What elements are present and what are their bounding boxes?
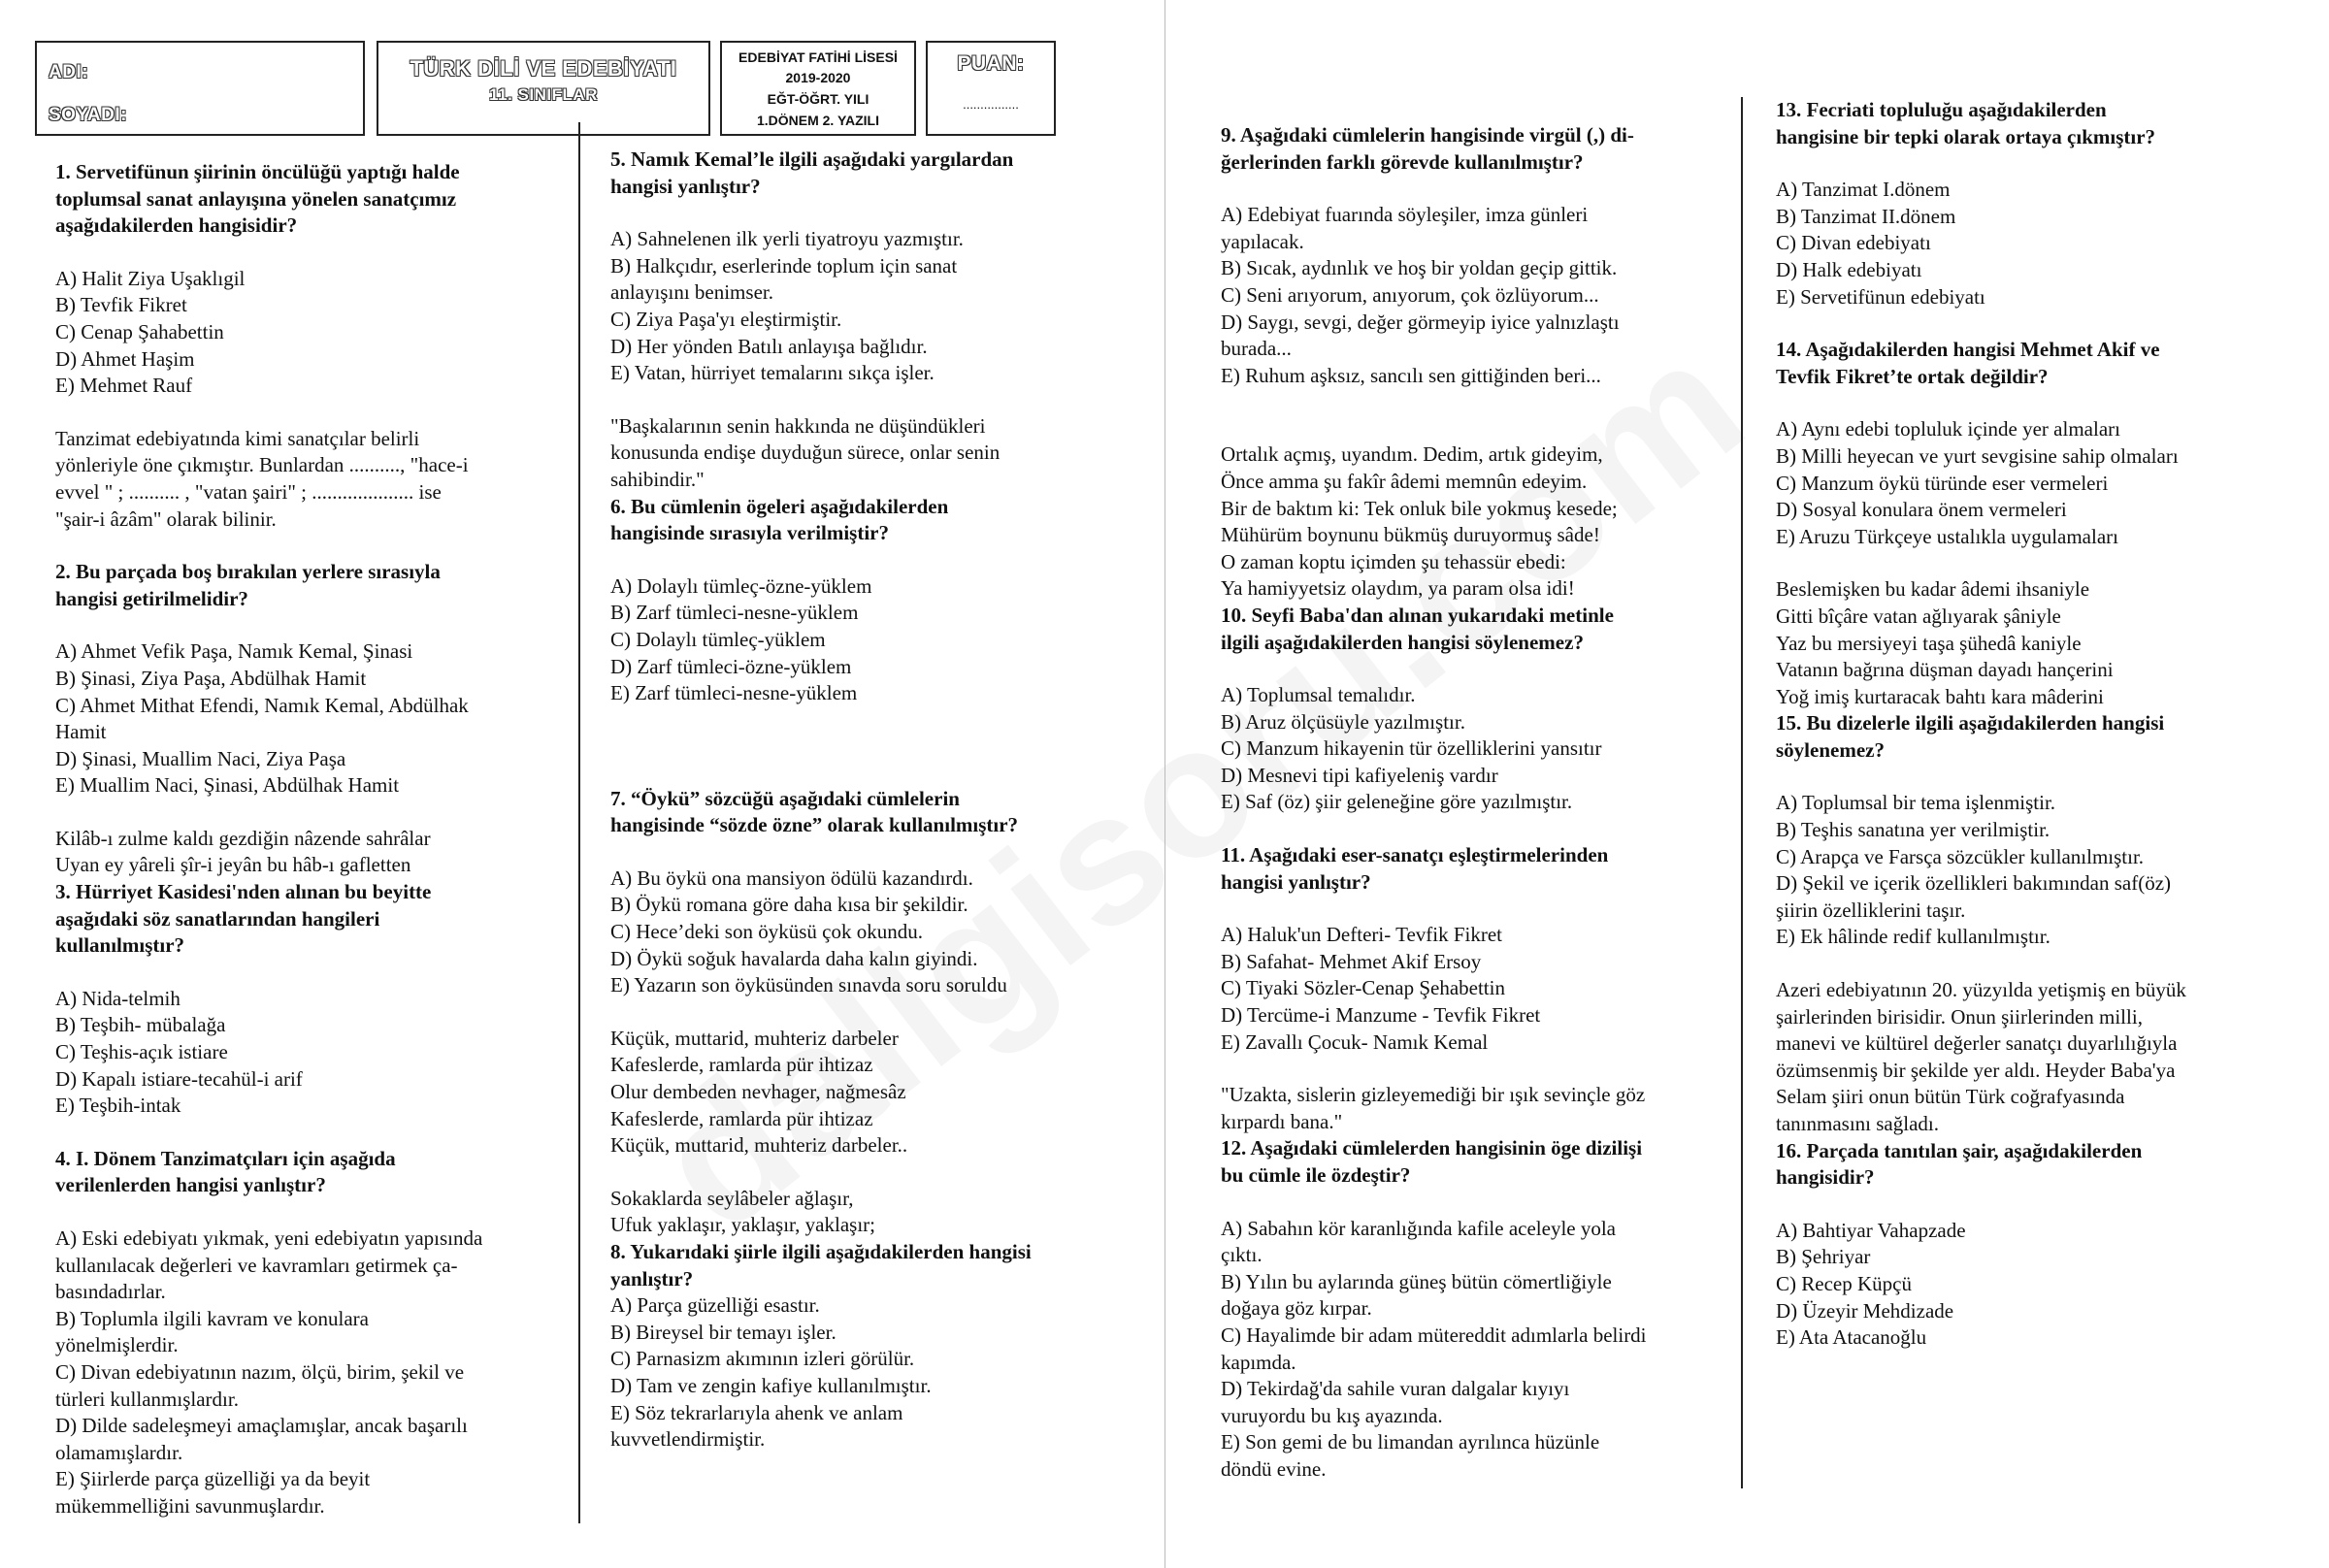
text-line: A) Tanzimat I.dönem	[1776, 178, 1951, 202]
question-line: hangisine bir tepki olarak ortaya çıkmıştır?	[1776, 124, 2156, 148]
text-line: B) Safahat- Mehmet Akif Ersoy	[1221, 949, 1482, 973]
text-line: doğaya göz kırpar.	[1221, 1296, 1372, 1321]
text-line: D) Şekil ve içerik özellikleri bakımından saf(öz)	[1776, 871, 2172, 896]
text-line: C) Ahmet Mithat Efendi, Namık Kemal, Abdülhak	[55, 693, 469, 717]
course-title: TÜRK DİLİ VE EDEBİYATI	[410, 56, 677, 81]
school-info-box	[720, 41, 916, 136]
text-line: E) Muallim Naci, Şinasi, Abdülhak Hamit	[55, 773, 400, 798]
question-line: Tevfik Fikret’te ortak değildir?	[1776, 364, 2049, 388]
text-line: D) Öykü soğuk havalarda daha kalın giyindi.	[610, 946, 978, 970]
text-line: E) Ata Atacanoğlu	[1776, 1325, 1927, 1350]
text-line: E) Şiirlerde parça güzelliği ya da beyit	[55, 1467, 371, 1491]
line-spacer	[1776, 764, 2280, 790]
line-spacer	[610, 760, 1154, 786]
text-line: konusunda endişe duyduğun sürece, onlar senin	[610, 441, 1000, 465]
question-line: hangisi yanlıştır?	[610, 174, 761, 198]
text-line: D) Tam ve zengin kafiye kullanılmıştır.	[610, 1373, 932, 1397]
question-line: hangisi yanlıştır?	[1221, 869, 1371, 894]
text-line: tanınmasını sağladı.	[1776, 1112, 1939, 1135]
student-info-box	[35, 41, 365, 136]
text-line: anlayışını benimser.	[610, 280, 773, 305]
text-line: döndü evine.	[1221, 1456, 1327, 1481]
text-line: C) Hayalimde bir adam mütereddit adımlarla belirdi	[1221, 1323, 1647, 1347]
text-line: B) Öykü romana göre daha kısa bir şekildir.	[610, 893, 968, 917]
question-line: hangisinde sırasıyla verilmiştir?	[610, 521, 890, 545]
text-line: Bir de baktım ki: Tek onluk bile yokmuş kesede;	[1221, 496, 1618, 520]
question-line: ğerlerinden farklı görevde kullanılmıştır?	[1221, 149, 1584, 174]
line-spacer	[55, 240, 568, 266]
text-line: D) Kapalı istiare-tecahül-i arif	[55, 1066, 303, 1091]
text-line: D) Tekirdağ'da sahile vuran dalgalar kıyıyı	[1221, 1377, 1570, 1401]
question-line: aşağıdaki söz sanatlarından hangileri	[55, 906, 380, 931]
text-line: B) Milli heyecan ve yurt sevgisine sahip olmaları	[1776, 443, 2179, 468]
text-line: yönleriyle öne çıkmıştır. Bunlardan .........., "hace-i	[55, 453, 469, 477]
text-line: E) Vatan, hürriyet temalarını sıkça işler.	[610, 361, 935, 385]
text-line: Mühürüm boynunu bükmüş duruyormuş sâde!	[1221, 523, 1600, 547]
line-spacer	[1221, 176, 1733, 202]
question-line: 1. Servetifünun şiirinin öncülüğü yaptığı halde	[55, 160, 460, 183]
text-line: D) Saygı, sevgi, değer görmeyip iyice yalnızlaştı	[1221, 310, 1620, 334]
text-line: A) Ahmet Vefik Paşa, Namık Kemal, Şinasi	[55, 639, 413, 664]
name-label: ADI:	[49, 62, 89, 82]
text-line: çıktı.	[1221, 1243, 1263, 1267]
text-line: B) Halkçıdır, eserlerinde toplum için sanat	[610, 253, 958, 278]
text-line: kırpardı bana."	[1221, 1109, 1343, 1133]
page-gutter	[1164, 0, 1165, 1568]
course-grade: 11. SINIFLAR	[489, 85, 598, 104]
text-line: Selam şiiri onun bütün Türk coğrafyasında	[1776, 1085, 2125, 1109]
text-line: Gitti bîçâre vatan ağlıyarak şâniyle	[1776, 604, 2061, 628]
line-spacer	[55, 400, 568, 426]
line-spacer	[55, 612, 568, 638]
text-line: E) Teşbih-intak	[55, 1094, 181, 1118]
text-line: D) Tercüme-i Manzume - Tevfik Fikret	[1221, 1003, 1541, 1028]
exam-name: 1.DÖNEM 2. YAZILI	[756, 113, 880, 128]
question-line: 9. Aşağıdaki cümlelerin hangisinde virgül (,) di-	[1221, 123, 1634, 147]
question-line: 2. Bu parçada boş bırakılan yerlere sırasıyla	[55, 560, 441, 584]
school-term-label: EĞT-ÖĞRT. YILI	[767, 91, 869, 107]
text-line: B) Tevfik Fikret	[55, 293, 187, 317]
text-line: B) Teşbih- mübalağa	[55, 1013, 226, 1037]
question-line: 16. Parçada tanıtılan şair, aşağıdakilerden	[1776, 1138, 2143, 1162]
line-spacer	[610, 200, 1154, 226]
school-name: EDEBİYAT FATİHİ LİSESİ	[738, 49, 898, 65]
text-line: C) Recep Küpçü	[1776, 1271, 1912, 1295]
text-line: Kilâb-ı zulme kaldı gezdiğin nâzende sahrâlar	[55, 826, 431, 850]
text-line: A) Bahtiyar Vahapzade	[1776, 1218, 1966, 1242]
text-line: mükemmelliğini savunmuşlardır.	[55, 1493, 325, 1518]
question-line: aşağıdakilerden hangisidir?	[55, 213, 298, 238]
text-line: A) Dolaylı tümleç-özne-yüklem	[610, 573, 872, 598]
line-spacer	[1776, 150, 2280, 177]
line-spacer	[1776, 390, 2280, 416]
text-line: Ortalık açmış, uyandım. Dedim, artık gideyim,	[1221, 442, 1603, 467]
text-line: sahibindir."	[610, 467, 705, 491]
text-line: B) Teşhis sanatına yer verilmiştir.	[1776, 818, 2050, 842]
text-line: Küçük, muttarid, muhteriz darbeler	[610, 1026, 899, 1050]
text-line: özümsenmiş bir şekilde yer aldı. Heyder Baba'ya	[1776, 1058, 2176, 1082]
text-line: Ya hamiyyetsiz olaydım, ya param olsa idi!	[1221, 576, 1575, 601]
text-line: Yaz bu mersiyeyi taşa şühedâ kaniyle	[1776, 631, 2082, 655]
line-spacer	[610, 999, 1154, 1026]
text-line: D) Halk edebiyatı	[1776, 257, 1922, 281]
line-spacer	[1221, 1190, 1733, 1216]
text-line: A) Parça güzelliği esastır.	[610, 1293, 820, 1318]
question-column-2	[610, 147, 1154, 1454]
text-line: B) Bireysel bir temayı işler.	[610, 1320, 836, 1344]
text-line: D) Zarf tümleci-özne-yüklem	[610, 654, 852, 678]
text-line: C) Dolaylı tümleç-yüklem	[610, 627, 826, 651]
text-line: Beslemişken bu kadar âdemi ihsaniyle	[1776, 577, 2090, 602]
text-line: B) Şinasi, Ziya Paşa, Abdülhak Hamit	[55, 666, 367, 690]
text-line: A) Sahnelenen ilk yerli tiyatroyu yazmıştır.	[610, 227, 964, 251]
school-year: 2019-2020	[785, 70, 851, 85]
text-line: Önce amma şu fakîr âdemi memnûn edeyim.	[1221, 469, 1588, 493]
question-line: söylenemez?	[1776, 737, 1885, 762]
text-line: D) Dilde sadeleşmeyi amaçlamışlar, ancak başarılı	[55, 1414, 468, 1438]
text-line: A) Aynı edebi topluluk içinde yer almaları	[1776, 417, 2120, 441]
question-line: hangisinde “sözde özne” olarak kullanılmıştır?	[610, 813, 1019, 837]
text-line: C) Divan edebiyatı	[1776, 231, 1931, 255]
text-line: Yoğ imiş kurtaracak bahtı kara mâderini	[1776, 684, 2104, 708]
question-line: 7. “Öykü” sözcüğü aşağıdaki cümlelerin	[610, 786, 960, 810]
text-line: B) Toplumla ilgili kavram ve konulara	[55, 1306, 369, 1330]
question-line: toplumsal sanat anlayışına yönelen sanatçımız	[55, 186, 457, 211]
text-line: türleri kullanmışlardır.	[55, 1387, 239, 1411]
text-line: D) Mesnevi tipi kafiyeleniş vardır	[1221, 763, 1498, 787]
column-divider-right	[1741, 97, 1743, 1488]
text-line: manevi ve kültürel değerler sanatçı duyarlılığıyla	[1776, 1031, 2178, 1056]
text-line: Olur dembeden nevhager, nağmesâz	[610, 1080, 906, 1104]
text-line: şairlerinden birisidir. Onun şiirlerinden milli,	[1776, 1004, 2143, 1029]
text-line: Vatanın bağrına düşman dayadı hançerini	[1776, 658, 2114, 682]
text-line: B) Sıcak, aydınlık ve hoş bir yoldan geçip gittik.	[1221, 256, 1618, 280]
question-line: ilgili aşağıdakilerden hangisi söylenemez?	[1221, 630, 1584, 654]
question-line: hangisi getirilmelidir?	[55, 586, 248, 610]
line-spacer	[1221, 1056, 1733, 1082]
surname-label: SOYADI:	[49, 105, 127, 125]
text-line: C) Manzum öykü türünde eser vermeleri	[1776, 471, 2109, 495]
question-line: 14. Aşağıdakilerden hangisi Mehmet Akif ve	[1776, 338, 2160, 362]
text-line: burada...	[1221, 337, 1292, 361]
line-spacer	[1776, 550, 2280, 576]
line-spacer	[1221, 816, 1733, 842]
text-line: C) Hece’deki son öyküsü çok okundu.	[610, 920, 923, 944]
text-line: kuvvetlendirmiştir.	[610, 1427, 766, 1452]
text-line: A) Sabahın kör karanlığında kafile aceleyle yola	[1221, 1216, 1616, 1240]
line-spacer	[1776, 1192, 2280, 1218]
text-line: Tanzimat edebiyatında kimi sanatçılar belirli	[55, 426, 420, 450]
text-line: E) Söz tekrarlarıyla ahenk ve anlam	[610, 1400, 903, 1424]
text-line: olamamışlardır.	[55, 1440, 183, 1464]
text-line: Kafeslerde, ramlarda pür ihtizaz	[610, 1106, 873, 1130]
text-line: B) Şehriyar	[1776, 1245, 1871, 1269]
text-line: vuruyordu bu kış ayazında.	[1221, 1403, 1443, 1427]
text-line: B) Yılın bu aylarında güneş bütün cömertliğiyle	[1221, 1269, 1612, 1293]
text-line: Sokaklarda seylâbeler ağlaşır,	[610, 1186, 854, 1210]
text-line: Küçük, muttarid, muhteriz darbeler..	[610, 1133, 908, 1158]
question-column-1	[55, 159, 568, 1520]
text-line: evvel " ; .......... , "vatan şairi" ; .................... ise	[55, 479, 442, 504]
text-line: C) Divan edebiyatının nazım, ölçü, birim, şekil ve	[55, 1359, 465, 1384]
text-line: E) Ek hâlinde redif kullanılmıştır.	[1776, 925, 2050, 949]
line-spacer	[55, 800, 568, 826]
question-line: yanlıştır?	[610, 1266, 694, 1290]
text-line: E) Son gemi de bu limandan ayrılınca hüzünle	[1221, 1430, 1600, 1454]
line-spacer	[610, 707, 1154, 760]
text-line: E) Yazarın son öyküsünden sınavda soru soruldu	[610, 973, 1007, 997]
text-line: E) Aruzu Türkçeye ustalıkla uygulamaları	[1776, 524, 2118, 548]
text-line: Uyan ey yâreli şîr-i jeyân bu hâb-ı gafletten	[55, 853, 411, 877]
text-line: C) Seni arıyorum, anıyorum, çok özlüyorum...	[1221, 282, 1599, 307]
line-spacer	[1221, 896, 1733, 922]
text-line: Azeri edebiyatının 20. yüzyılda yetişmiş en büyük	[1776, 978, 2186, 1002]
text-line: A) Eski edebiyatı yıkmak, yeni edebiyatın yapısında	[55, 1226, 483, 1250]
text-line: basındadırlar.	[55, 1280, 166, 1304]
text-line: "Uzakta, sislerin gizleyemediği bir ışık sevinçle göz	[1221, 1083, 1646, 1107]
text-line: E) Mehmet Rauf	[55, 374, 193, 398]
text-line: A) Halit Ziya Uşaklıgil	[55, 266, 246, 290]
question-line: 3. Hürriyet Kasidesi'nden alınan bu beyitte	[55, 880, 432, 904]
text-line: A) Nida-telmih	[55, 986, 180, 1010]
text-line: A) Toplumsal bir tema işlenmiştir.	[1776, 791, 2056, 815]
question-line: 11. Aşağıdaki eser-sanatçı eşleştirmelerinden	[1221, 843, 1609, 867]
text-line: A) Bu öykü ona mansiyon ödülü kazandırdı.	[610, 866, 973, 890]
line-spacer	[1221, 656, 1733, 682]
text-line: Ufuk yaklaşır, yaklaşır, yaklaşır;	[610, 1213, 875, 1237]
line-spacer	[55, 1120, 568, 1146]
score-box	[926, 41, 1056, 136]
line-spacer	[55, 960, 568, 986]
text-line: yapılacak.	[1221, 229, 1304, 253]
question-line: hangisidir?	[1776, 1165, 1875, 1190]
text-line: yönelmişlerdir.	[55, 1333, 179, 1357]
column-divider-left	[578, 122, 580, 1523]
text-line: E) Servetifünun edebiyatı	[1776, 284, 1985, 309]
question-line: bu cümle ile özdeştir?	[1221, 1163, 1411, 1187]
text-line: C) Ziya Paşa'yı eleştirmiştir.	[610, 307, 842, 331]
line-spacer	[610, 387, 1154, 413]
line-spacer	[1776, 310, 2280, 337]
question-line: 8. Yukarıdaki şiirle ilgili aşağıdakilerden hangisi	[610, 1240, 1032, 1263]
line-spacer	[55, 1199, 568, 1225]
line-spacer	[1221, 389, 1733, 441]
text-line: C) Cenap Şahabettin	[55, 319, 224, 343]
line-spacer	[610, 839, 1154, 866]
text-line: A) Toplumsal temalıdır.	[1221, 683, 1416, 707]
question-line: 6. Bu cümlenin ögeleri aşağıdakilerden	[610, 494, 949, 518]
text-line: D) Ahmet Haşim	[55, 346, 195, 371]
question-line: verilenlerden hangisi yanlıştır?	[55, 1173, 326, 1197]
text-line: Hamit	[55, 720, 107, 744]
question-line: 5. Namık Kemal’le ilgili aşağıdaki yargılardan	[610, 147, 1014, 171]
text-line: D) Şinasi, Muallim Naci, Ziya Paşa	[55, 746, 346, 770]
text-line: D) Üzeyir Mehdizade	[1776, 1298, 1954, 1323]
text-line: D) Her yönden Batılı anlayışa bağlıdır.	[610, 334, 928, 358]
question-column-4	[1776, 97, 2280, 1352]
score-label: PUAN:	[957, 52, 1025, 75]
question-line: 10. Seyfi Baba'dan alınan yukarıdaki metinle	[1221, 603, 1614, 627]
question-line: 12. Aşağıdaki cümlelerden hangisinin öge dizilişi	[1221, 1136, 1643, 1160]
text-line: E) Saf (öz) şiir geleneğine göre yazılmıştır.	[1221, 790, 1573, 814]
text-line: O zaman koptu içimden şu tehassür ebedi:	[1221, 549, 1566, 573]
text-line: B) Tanzimat II.dönem	[1776, 204, 1956, 228]
text-line: kapımda.	[1221, 1350, 1296, 1374]
text-line: D) Sosyal konulara önem vermeleri	[1776, 498, 2067, 522]
text-line: B) Aruz ölçüsüyle yazılmıştır.	[1221, 709, 1465, 734]
course-title-box	[377, 41, 710, 136]
text-line: E) Ruhum aşksız, sancılı sen gittiğinden beri...	[1221, 363, 1601, 387]
text-line: "Başkalarının senin hakkında ne düşündükleri	[610, 413, 986, 438]
text-line: Kafeslerde, ramlarda pür ihtizaz	[610, 1053, 873, 1077]
text-line: kullanılacak değerleri ve kavramları getirmek ça-	[55, 1253, 458, 1277]
line-spacer	[610, 1160, 1154, 1186]
text-line: A) Haluk'un Defteri- Tevfik Fikret	[1221, 923, 1503, 947]
text-line: E) Zavallı Çocuk- Namık Kemal	[1221, 1029, 1489, 1054]
question-line: 13. Fecriati topluluğu aşağıdakilerden	[1776, 98, 2107, 121]
text-line: B) Zarf tümleci-nesne-yüklem	[610, 601, 859, 625]
question-line: 15. Bu dizelerle ilgili aşağıdakilerden hangisi	[1776, 711, 2165, 735]
question-column-3	[1221, 122, 1733, 1484]
question-line: kullanılmıştır?	[55, 933, 185, 958]
line-spacer	[1776, 951, 2280, 977]
text-line: C) Teşhis-açık istiare	[55, 1040, 228, 1064]
text-line: A) Edebiyat fuarında söyleşiler, imza günleri	[1221, 203, 1589, 227]
text-line: şiirin özelliklerini taşır.	[1776, 898, 1966, 922]
text-line: C) Tiyaki Sözler-Cenap Şehabettin	[1221, 976, 1505, 1000]
question-line: 4. I. Dönem Tanzimatçıları için aşağıda	[55, 1146, 396, 1170]
text-line: C) Arapça ve Farsça sözcükler kullanılmıştır.	[1776, 844, 2145, 868]
score-value: ................	[963, 97, 1019, 112]
text-line: C) Manzum hikayenin tür özelliklerini yansıtır	[1221, 736, 1602, 761]
text-line: "şair-i âzâm" olarak bilinir.	[55, 506, 277, 531]
line-spacer	[55, 533, 568, 559]
text-line: C) Parnasizm akımının izleri görülür.	[610, 1347, 915, 1371]
line-spacer	[610, 547, 1154, 573]
text-line: E) Zarf tümleci-nesne-yüklem	[610, 681, 858, 705]
